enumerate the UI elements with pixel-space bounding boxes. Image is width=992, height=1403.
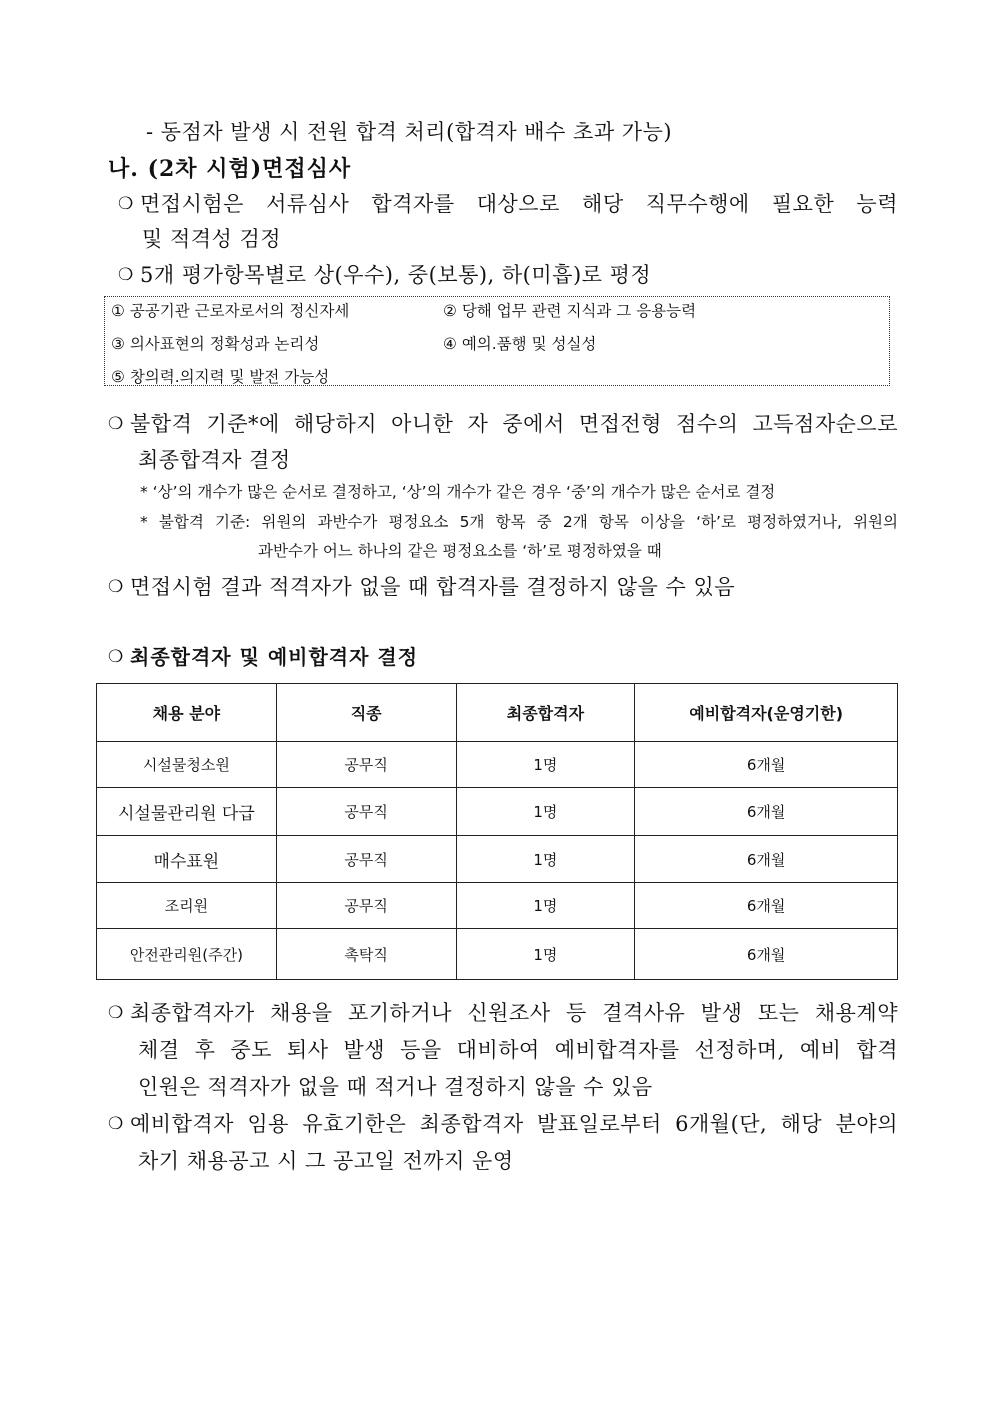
cell-final-count: 1명 — [456, 742, 635, 788]
criterion-item: ⑤ 창의력.의지력 및 발전 가능성 — [111, 368, 330, 386]
criterion-item: ② 당해 업무 관련 지식과 그 응용능력 — [443, 302, 697, 320]
cell-job-type: 공무직 — [276, 742, 456, 788]
cell-final-count: 1명 — [456, 929, 635, 980]
cell-job-type: 공무직 — [276, 788, 456, 836]
no-qualified-paragraph — [108, 571, 735, 601]
bullet-icon: ❍ — [118, 194, 134, 214]
decision-note-2-line-2: 과반수가 어느 하나의 같은 평정요소를 ‘하’로 평정하였을 때 — [258, 542, 662, 560]
decision-note-2 — [140, 510, 898, 532]
reserve-paragraph-2 — [108, 1108, 898, 1138]
header-final-count: 최종합격자 — [456, 684, 635, 742]
bullet-icon: ❍ — [118, 265, 134, 285]
interview-line-2: 및 적격성 검정 — [142, 227, 282, 251]
table-row — [97, 836, 898, 883]
reserve-p2-line-1: 예비합격자 임용 유효기한은 최종합격자 발표일로부터 6개월(단, 해당 분야의 — [130, 1112, 898, 1136]
cell-final-count: 1명 — [456, 883, 635, 929]
table-row — [97, 788, 898, 836]
decision-note-1: * ‘상’의 개수가 많은 순서로 결정하고, ‘상’의 개수가 같은 경우 ‘중’의 개수가 많은 순서로 결정 — [140, 483, 776, 501]
reserve-p2-line-2: 차기 채용공고 시 그 공고일 전까지 운영 — [138, 1149, 514, 1173]
table-header-row — [97, 684, 898, 742]
no-qualified-text: 면접시험 결과 적격자가 없을 때 합격자를 결정하지 않을 수 있음 — [130, 575, 736, 599]
decision-note-2-line-1: * 불합격 기준: 위원의 과반수가 평정요소 5개 항목 중 2개 항목 이상을 ‘하’로 평정하였거나, 위원의 — [140, 513, 898, 531]
cell-field: 시설물관리원 다급 — [97, 788, 277, 836]
cell-field: 시설물청소원 — [97, 742, 277, 788]
decision-paragraph — [108, 408, 898, 438]
cell-job-type: 공무직 — [276, 883, 456, 929]
recruitment-table — [96, 683, 898, 980]
bullet-icon: ❍ — [108, 1114, 124, 1134]
reserve-p1-line-2-wrap — [138, 1034, 898, 1064]
reserve-paragraph-1 — [108, 997, 898, 1027]
cell-field: 안전관리원(주간) — [97, 929, 277, 980]
cell-field: 조리원 — [97, 883, 277, 929]
reserve-p1-line-1: 최종합격자가 채용을 포기하거나 신원조사 등 결격사유 발생 또는 채용계약 — [130, 1001, 898, 1025]
grading-text: 5개 평가항목별로 상(우수), 중(보통), 하(미흡)로 평정 — [140, 263, 652, 287]
interview-line-1: 면접시험은 서류심사 합격자를 대상으로 해당 직무수행에 필요한 능력 — [140, 192, 898, 216]
criterion-item: ① 공공기관 근로자로서의 정신자세 — [111, 302, 350, 320]
bullet-icon: ❍ — [108, 577, 124, 597]
table-row — [97, 929, 898, 980]
cell-final-count: 1명 — [456, 788, 635, 836]
cell-field: 매수표원 — [97, 836, 277, 883]
section-heading: 나. (2차 시험)면접심사 — [108, 156, 352, 182]
decision-line-2: 최종합격자 결정 — [138, 448, 291, 472]
reserve-p1-line-3: 인원은 적격자가 없을 때 적거나 결정하지 않을 수 있음 — [138, 1075, 653, 1099]
cell-job-type: 촉탁직 — [276, 929, 456, 980]
decision-line-1: 불합격 기준*에 해당하지 아니한 자 중에서 면접전형 점수의 고득점자순으로 — [130, 412, 898, 436]
bullet-icon: ❍ — [108, 1003, 124, 1023]
header-field: 채용 분야 — [97, 684, 277, 742]
header-job-type: 직종 — [276, 684, 456, 742]
criterion-item: ③ 의사표현의 정확성과 논리성 — [111, 335, 320, 353]
reserve-p1-line-2: 체결 후 중도 퇴사 발생 등을 대비하여 예비합격자를 선정하며, 예비 합격 — [138, 1038, 898, 1062]
table-row — [97, 883, 898, 929]
cell-reserve: 6개월 — [635, 883, 898, 929]
header-reserve: 예비합격자(운영기한) — [635, 684, 898, 742]
interview-paragraph — [118, 188, 898, 218]
criterion-item: ④ 예의.품행 및 성실성 — [443, 335, 597, 353]
cell-reserve: 6개월 — [635, 742, 898, 788]
tie-handling-note: - 동점자 발생 시 전원 합격 처리(합격자 배수 초과 가능) — [146, 120, 673, 144]
cell-final-count: 1명 — [456, 836, 635, 883]
cell-reserve: 6개월 — [635, 788, 898, 836]
final-decision-heading — [108, 641, 418, 670]
final-decision-heading-text: 최종합격자 및 예비합격자 결정 — [130, 645, 419, 669]
bullet-icon: ❍ — [108, 647, 125, 667]
criteria-box — [104, 296, 890, 386]
cell-job-type: 공무직 — [276, 836, 456, 883]
grading-paragraph — [118, 259, 651, 289]
table-row — [97, 742, 898, 788]
bullet-icon: ❍ — [108, 414, 124, 434]
cell-reserve: 6개월 — [635, 836, 898, 883]
cell-reserve: 6개월 — [635, 929, 898, 980]
